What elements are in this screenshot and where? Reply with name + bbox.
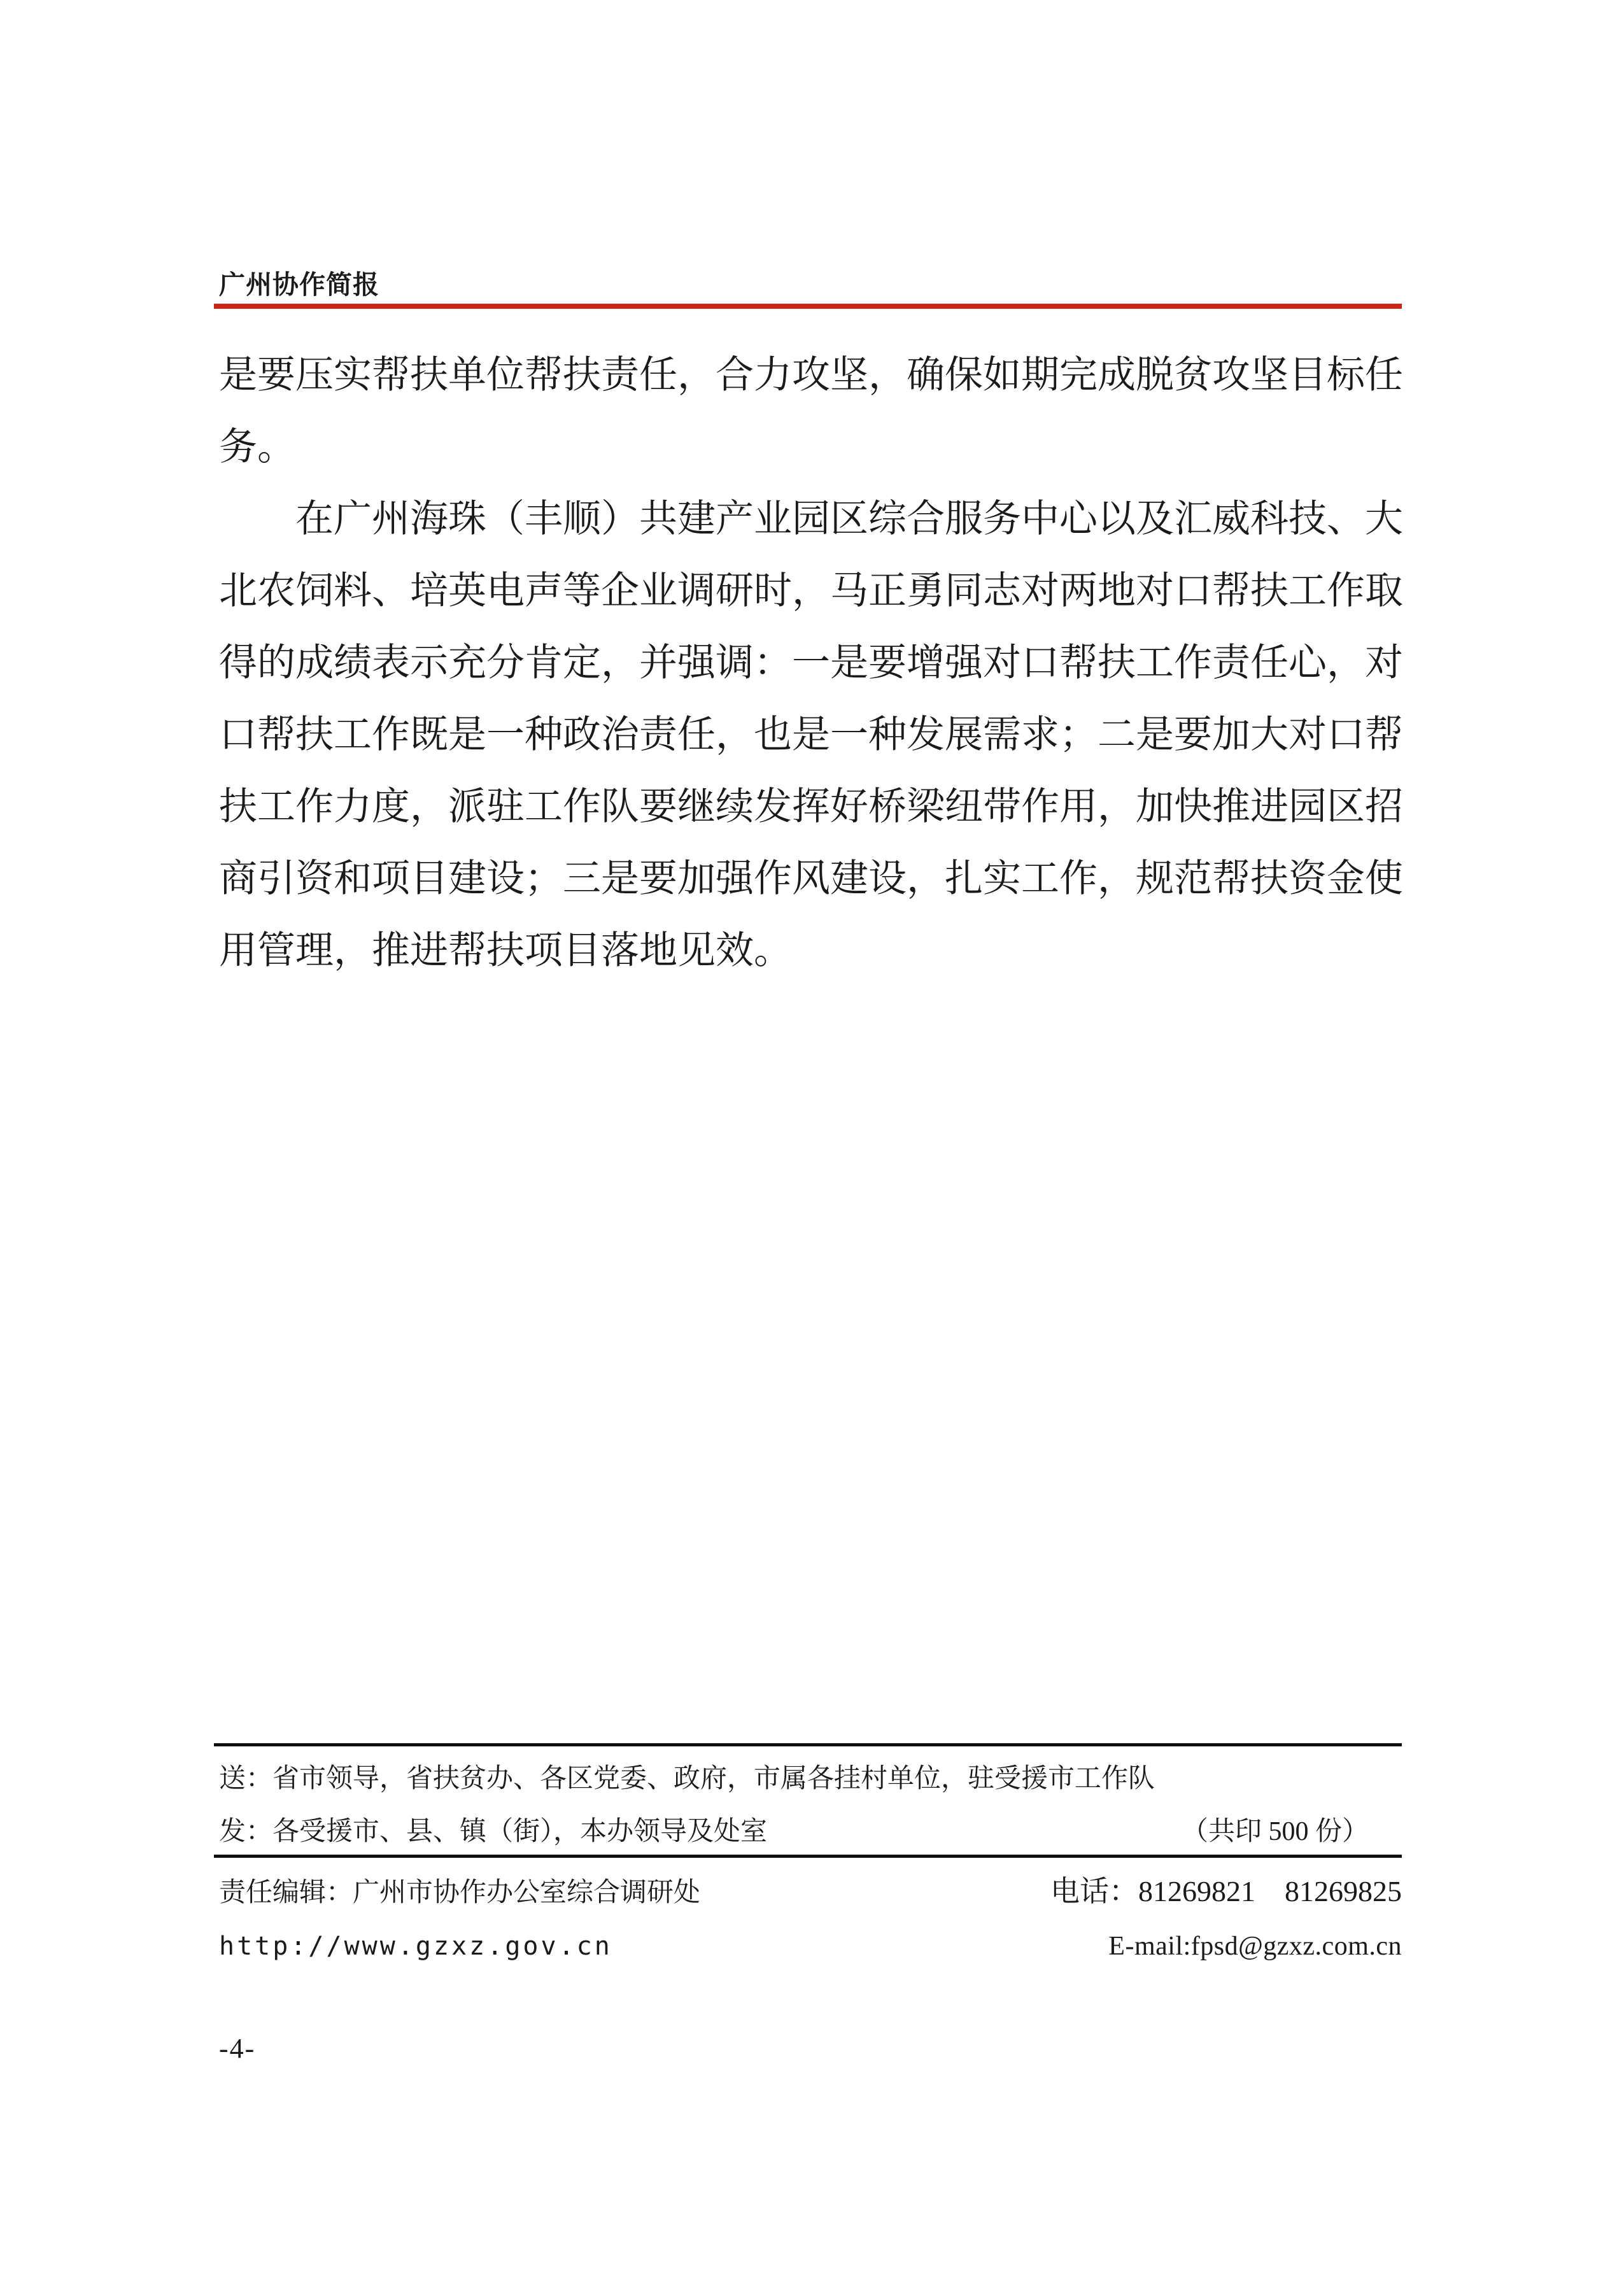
- editor-row: [219, 1873, 1402, 1913]
- body-line-7: 扶工作力度，派驻工作队要继续发挥好桥梁纽带作用，加快推进园区招: [219, 786, 1403, 828]
- body-line-1: 是要压实帮扶单位帮扶责任，合力攻坚，确保如期完成脱贫攻坚目标任: [219, 354, 1403, 396]
- header-rule-red: [214, 304, 1402, 309]
- page-number: -4-: [219, 2033, 256, 2064]
- masthead-title: 广州协作简报: [219, 270, 379, 299]
- body-text-block: [219, 339, 1404, 987]
- contact-row: [219, 1927, 1402, 1972]
- body-line-6: 口帮扶工作既是一种政治责任，也是一种发展需求；二是要加大对口帮: [219, 714, 1403, 756]
- body-line-8: 商引资和项目建设；三是要加强作风建设，扎实工作，规范帮扶资金使: [219, 858, 1403, 900]
- body-line-5: 得的成绩表示充分肯定，并强调：一是要增强对口帮扶工作责任心，对: [219, 642, 1403, 684]
- email-address: E-mail:fpsd@gzxz.com.cn: [1108, 1932, 1402, 1961]
- footer-rule-bottom: [214, 1855, 1402, 1858]
- distribution-send-line: 送：省市领导，省扶贫办、各区党委、政府，市属各挂村单位，驻受援市工作队: [219, 1764, 1155, 1793]
- distribution-issue-row: [219, 1813, 1402, 1851]
- body-line-9: 用管理，推进帮扶项目落地见效。: [219, 930, 792, 972]
- footer-rule-top: [214, 1743, 1402, 1746]
- distribution-issue-line: 发：各受援市、县、镇（街），本办领导及处室: [219, 1817, 768, 1846]
- phone-numbers: 电话：81269821 81269825: [1050, 1875, 1402, 1907]
- body-line-3: 在广州海珠（丰顺）共建产业园区综合服务中心以及汇威科技、大: [295, 498, 1403, 540]
- body-line-2: 务。: [219, 426, 295, 468]
- website-url: http://www.gzxz.gov.cn: [219, 1932, 612, 1961]
- body-line-4: 北农饲料、培英电声等企业调研时，马正勇同志对两地对口帮扶工作取: [219, 570, 1403, 612]
- print-count: （共印 500 份）: [1181, 1817, 1369, 1846]
- responsible-editor: 责任编辑：广州市协作办公室综合调研处: [219, 1878, 701, 1907]
